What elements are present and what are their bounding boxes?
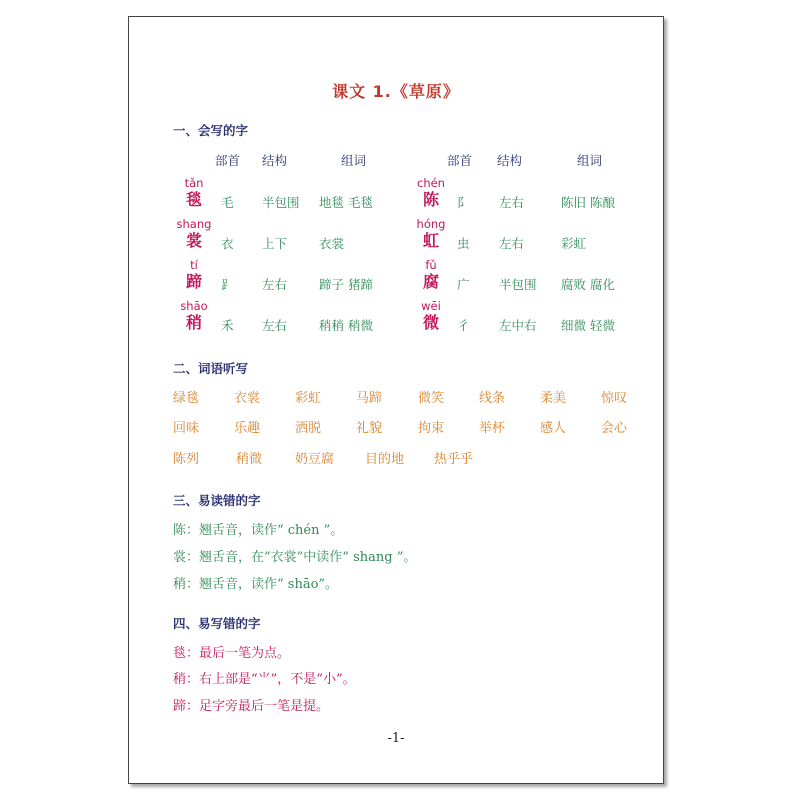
char-entry: [411, 177, 451, 210]
pinyin: wēi: [421, 299, 441, 313]
col-header-radical-left: 部首: [215, 153, 241, 168]
vocab-word: 礼貌: [356, 421, 383, 436]
vocab-word: 马蹄: [356, 391, 383, 406]
miswritten-note: 毯：最后一笔为点。: [173, 646, 291, 661]
col-header-radical-right: 部首: [447, 153, 473, 168]
radical: 毛: [221, 195, 234, 210]
vocab-word: 彩虹: [295, 391, 322, 406]
col-header-words-left: 组词: [341, 153, 367, 168]
radical: 衣: [221, 236, 234, 251]
vocab-word: 回味: [173, 421, 200, 436]
structure: 半包围: [499, 277, 537, 292]
words: 蹄子 猪蹄: [319, 277, 373, 292]
words: 稍稍 稍微: [319, 318, 373, 333]
hanzi: 稍: [185, 313, 202, 332]
hanzi: 陈: [422, 190, 439, 209]
misread-note: 裳：翘舌音，在“衣裳”中读作“ shang ”。: [173, 550, 417, 565]
misread-note: 稍：翘舌音，读作“ shāo”。: [173, 577, 339, 592]
hanzi: 毯: [185, 190, 202, 209]
pinyin: hóng: [416, 217, 446, 231]
section-heading-misread: 三、易读错的字: [173, 493, 261, 508]
vocab-word: 线条: [479, 391, 506, 406]
vocab-word: 感人: [540, 421, 567, 436]
section-heading-miswritten: 四、易写错的字: [173, 616, 261, 631]
words: 彩虹: [561, 236, 587, 251]
words: 陈旧 陈酿: [561, 195, 615, 210]
char-entry: [411, 300, 451, 333]
pinyin: shang: [176, 217, 212, 231]
radical: 虫: [457, 236, 470, 251]
vocab-word: 柔美: [540, 391, 567, 406]
structure: 左右: [262, 277, 288, 292]
pinyin: tǎn: [184, 176, 204, 190]
radical: 广: [457, 277, 470, 292]
radical: ⻊: [221, 277, 234, 292]
words: 地毯 毛毯: [319, 195, 373, 210]
radical: 彳: [457, 318, 470, 333]
radical: 禾: [221, 318, 234, 333]
hanzi: 蹄: [185, 272, 202, 291]
vocab-word: 绿毯: [173, 391, 200, 406]
vocab-word: 目的地: [365, 452, 405, 467]
hanzi: 腐: [422, 272, 439, 291]
vocab-word: 微笑: [418, 391, 445, 406]
misread-note: 陈：翘舌音，读作“ chén ”。: [173, 523, 344, 538]
miswritten-note: 稍：右上部是“⺌”，不是“小”。: [173, 672, 356, 687]
col-header-structure-left: 结构: [262, 153, 288, 168]
section-heading-writing: 一、会写的字: [173, 123, 249, 138]
col-header-words-right: 组词: [577, 153, 603, 168]
pinyin: shāo: [180, 299, 208, 313]
words: 细微 轻微: [561, 318, 615, 333]
words: 腐败 腐化: [561, 277, 615, 292]
vocab-word: 惊叹: [601, 391, 628, 406]
hanzi: 微: [422, 313, 439, 332]
char-entry: [174, 218, 214, 251]
miswritten-note: 蹄：足字旁最后一笔是提。: [173, 699, 330, 714]
structure: 上下: [262, 236, 288, 251]
structure: 半包围: [262, 195, 300, 210]
vocab-word: 会心: [601, 421, 628, 436]
section-heading-dictation: 二、词语听写: [173, 361, 249, 376]
pinyin: tí: [190, 258, 198, 272]
structure: 左中右: [499, 318, 537, 333]
col-header-structure-right: 结构: [497, 153, 523, 168]
char-entry: [174, 259, 214, 292]
vocab-word: 奶豆腐: [295, 452, 335, 467]
vocab-word: 举杯: [479, 421, 506, 436]
document-page: [128, 16, 664, 784]
vocab-word: 热乎乎: [434, 452, 474, 467]
hanzi: 裳: [185, 231, 202, 250]
char-entry: [411, 259, 451, 292]
vocab-word: 乐趣: [234, 421, 261, 436]
pinyin: fǔ: [425, 258, 437, 272]
pinyin: chén: [417, 176, 445, 190]
page-title: 课文 1.《草原》: [332, 82, 460, 101]
radical: 阝: [457, 195, 470, 210]
page-number: -1-: [387, 731, 405, 746]
char-entry: [411, 218, 451, 251]
vocab-word: 稍微: [236, 452, 263, 467]
vocab-word: 衣裳: [234, 391, 261, 406]
char-entry: [174, 300, 214, 333]
vocab-word: 拘束: [418, 421, 445, 436]
vocab-word: 洒脱: [295, 421, 322, 436]
structure: 左右: [499, 236, 525, 251]
hanzi: 虹: [422, 231, 439, 250]
words: 衣裳: [319, 236, 345, 251]
structure: 左右: [262, 318, 288, 333]
structure: 左右: [499, 195, 525, 210]
char-entry: [174, 177, 214, 210]
vocab-word: 陈列: [173, 452, 200, 467]
